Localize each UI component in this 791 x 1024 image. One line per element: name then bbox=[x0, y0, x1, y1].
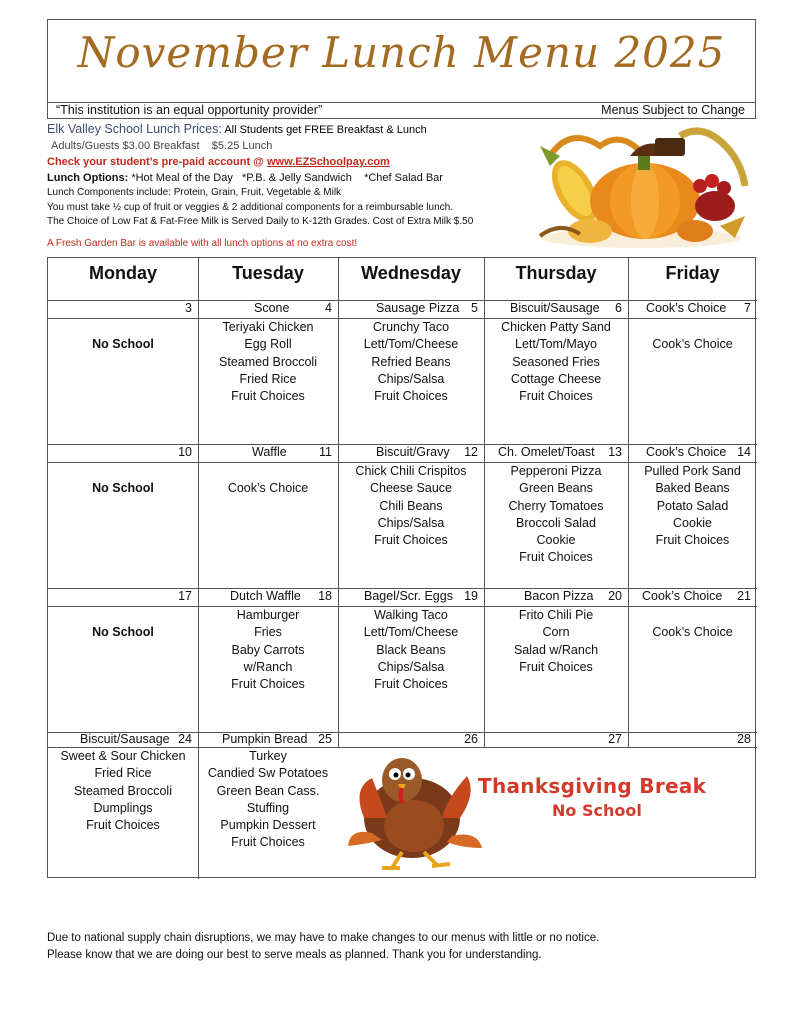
menu-item: Green Beans bbox=[519, 481, 593, 496]
breakfast-item: Ch. Omelet/Toast bbox=[498, 445, 595, 459]
date-cell bbox=[338, 444, 484, 461]
menu-cell-thursday bbox=[484, 319, 628, 405]
menu-item: Fruit Choices bbox=[519, 550, 593, 565]
menu-item: Fruit Choices bbox=[231, 835, 305, 850]
account-check-text: Check your student’s pre-paid account @ bbox=[47, 156, 264, 168]
menu-item: Frito Chili Pie bbox=[518, 608, 594, 622]
day-header-friday: Friday bbox=[665, 263, 720, 283]
breakfast-item: Biscuit/Sausage bbox=[80, 732, 170, 746]
menu-cell-thursday bbox=[484, 463, 628, 567]
menu-item: Candied Sw Potatoes bbox=[207, 766, 329, 781]
day-header-tuesday: Tuesday bbox=[232, 263, 304, 283]
menu-item: Hamburger bbox=[236, 608, 300, 622]
date-number: 28 bbox=[737, 732, 751, 746]
menu-item: Cook’s Choice bbox=[652, 625, 733, 639]
menu-item: Teriyaki Chicken bbox=[222, 320, 314, 334]
menu-cell-tuesday bbox=[198, 607, 338, 693]
menu-item: Refried Beans bbox=[371, 354, 451, 369]
date-cell bbox=[338, 588, 484, 605]
menu-item: Pumpkin Dessert bbox=[220, 818, 316, 833]
menu-cell-tuesday bbox=[198, 480, 338, 497]
date-cell bbox=[48, 444, 198, 461]
date-cell bbox=[198, 731, 338, 748]
menu-item: Stuffing bbox=[246, 800, 290, 815]
menu-item: Cheese Sauce bbox=[369, 481, 452, 496]
menu-item: Fruit Choices bbox=[231, 389, 305, 404]
date-number: 13 bbox=[608, 445, 622, 459]
account-check-line bbox=[47, 154, 527, 170]
day-header-thursday: Thursday bbox=[515, 263, 597, 283]
menu-item: Cook’s Choice bbox=[227, 481, 309, 495]
menu-item: Steamed Broccoli bbox=[219, 354, 317, 369]
date-number: 24 bbox=[178, 732, 192, 746]
date-cell bbox=[484, 300, 628, 317]
date-number: 27 bbox=[608, 732, 622, 746]
menu-item: Chili Beans bbox=[379, 498, 443, 513]
menu-item: Fruit Choices bbox=[374, 533, 448, 548]
breakfast-item: Waffle bbox=[252, 445, 287, 459]
date-number: 21 bbox=[737, 589, 751, 603]
breakfast-item: Biscuit/Sausage bbox=[510, 301, 600, 315]
menu-cell-friday bbox=[628, 336, 757, 353]
date-number: 5 bbox=[471, 301, 478, 315]
menu-item: Fruit Choices bbox=[374, 677, 448, 692]
date-number: 3 bbox=[185, 301, 192, 315]
menu-item: Pulled Pork Sand bbox=[644, 464, 741, 478]
date-number: 20 bbox=[608, 589, 622, 603]
menu-item: Fruit Choices bbox=[231, 677, 305, 692]
date-cell bbox=[628, 444, 757, 461]
menu-item: Fruit Choices bbox=[655, 533, 730, 548]
date-cell bbox=[628, 731, 757, 748]
menu-cell-friday bbox=[628, 463, 757, 549]
menu-item: Fries bbox=[254, 625, 282, 640]
menu-item: Fruit Choices bbox=[374, 389, 448, 404]
date-cell bbox=[198, 588, 338, 605]
subject-to-change-note: Menus Subject to Change bbox=[601, 103, 745, 117]
menu-item: Broccoli Salad bbox=[516, 515, 596, 530]
menu-item: Cherry Tomatoes bbox=[508, 498, 604, 513]
date-number: 4 bbox=[325, 301, 332, 315]
date-cell bbox=[48, 300, 198, 317]
day-header-wednesday: Wednesday bbox=[361, 263, 461, 283]
turkey-illustration bbox=[342, 748, 502, 873]
lunch-options-line bbox=[47, 170, 527, 186]
menu-item: Pepperoni Pizza bbox=[510, 464, 602, 478]
date-number: 18 bbox=[318, 589, 332, 603]
menu-cell-monday bbox=[48, 480, 198, 497]
breakfast-item: Sausage Pizza bbox=[376, 301, 460, 315]
menu-item: Fried Rice bbox=[94, 766, 152, 781]
menu-cell-wednesday bbox=[338, 607, 484, 693]
menu-item: Chick Chili Crispitos bbox=[355, 464, 467, 478]
menu-item: Chips/Salsa bbox=[377, 659, 445, 674]
thanksgiving-break-title: Thanksgiving Break bbox=[478, 774, 707, 798]
date-cell bbox=[338, 300, 484, 317]
menu-item: Seasoned Fries bbox=[512, 354, 600, 369]
menu-item: No School bbox=[92, 337, 154, 351]
breakfast-item: Pumpkin Bread bbox=[222, 732, 308, 746]
menu-item: Black Beans bbox=[376, 642, 446, 657]
free-meals-note: All Students get FREE Breakfast & Lunch bbox=[224, 124, 427, 136]
menu-cell-wednesday bbox=[338, 463, 484, 549]
date-number: 11 bbox=[319, 445, 332, 459]
menu-cell-wednesday bbox=[338, 319, 484, 405]
menu-item: Cottage Cheese bbox=[510, 371, 602, 386]
breakfast-item: Scone bbox=[254, 301, 290, 315]
date-number: 17 bbox=[178, 589, 192, 603]
footer-line-1: Due to national supply chain disruptions, we may have to make changes to our menus with little or no notice. bbox=[47, 932, 600, 944]
date-number: 6 bbox=[615, 301, 622, 315]
menu-item: Steamed Broccoli bbox=[74, 783, 172, 798]
adult-prices: Adults/Guests $3.00 Breakfast $5.25 Lunch bbox=[51, 140, 273, 152]
breakfast-item: Bagel/Scr. Eggs bbox=[364, 589, 453, 603]
menu-item: Green Bean Cass. bbox=[216, 783, 320, 798]
info-block bbox=[47, 121, 527, 252]
date-cell bbox=[628, 588, 757, 605]
menu-item: Chicken Patty Sand bbox=[501, 320, 611, 334]
menu-item: Lett/Tom/Mayo bbox=[515, 337, 597, 352]
menu-item: Crunchy Taco bbox=[372, 320, 450, 334]
menu-calendar bbox=[47, 257, 756, 878]
date-cell bbox=[484, 588, 628, 605]
date-cell bbox=[48, 731, 198, 748]
menu-item: Dumplings bbox=[93, 800, 153, 815]
menu-cell-monday bbox=[48, 336, 198, 353]
page-title: November Lunch Menu 2025 bbox=[77, 28, 726, 77]
menu-cell-tuesday bbox=[198, 319, 338, 405]
harvest-pumpkin-illustration bbox=[530, 126, 752, 252]
date-number: 14 bbox=[737, 445, 751, 459]
menu-item: Chips/Salsa bbox=[377, 371, 445, 386]
menu-item: Sweet & Sour Chicken bbox=[60, 749, 186, 763]
menu-cell-thursday bbox=[484, 607, 628, 676]
date-cell bbox=[484, 444, 628, 461]
date-cell bbox=[628, 300, 757, 317]
garden-bar-note: A Fresh Garden Bar is available with all lunch options at no extra cost! bbox=[47, 237, 358, 249]
date-cell bbox=[198, 300, 338, 317]
menu-item: Fruit Choices bbox=[519, 659, 593, 674]
header-box bbox=[47, 19, 756, 119]
reimbursable-rule: You must take ½ cup of fruit or veggies & 2 additional components for a reimbursable lunch. bbox=[47, 201, 453, 213]
date-number: 10 bbox=[178, 445, 192, 459]
menu-item: Fruit Choices bbox=[519, 389, 593, 404]
milk-note: The Choice of Low Fat & Fat-Free Milk is Served Daily to K-12th Grades. Cost of Extra Milk $.50 bbox=[47, 216, 474, 227]
date-cell bbox=[484, 731, 628, 748]
menu-item: Cook’s Choice bbox=[652, 337, 733, 351]
thanksgiving-no-school: No School bbox=[552, 801, 642, 820]
menu-item: Cookie bbox=[673, 515, 712, 530]
breakfast-item: Cook’s Choice bbox=[642, 589, 723, 603]
menu-cell-tuesday bbox=[198, 748, 338, 852]
date-cell bbox=[198, 444, 338, 461]
breakfast-item: Bacon Pizza bbox=[524, 589, 594, 603]
date-number: 19 bbox=[464, 589, 478, 603]
menu-item: No School bbox=[92, 481, 154, 495]
menu-cell-monday bbox=[48, 624, 198, 641]
menu-item: No School bbox=[92, 625, 154, 639]
menu-item: w/Ranch bbox=[243, 659, 293, 674]
lunch-components: Lunch Components include: Protein, Grain, Fruit, Vegetable & Milk bbox=[47, 187, 342, 198]
footer-line-2: Please know that we are doing our best to serve meals as planned. Thank you for understanding. bbox=[47, 949, 542, 961]
menu-item: Lett/Tom/Cheese bbox=[363, 625, 459, 640]
date-cell bbox=[48, 588, 198, 605]
menu-item: Walking Taco bbox=[374, 608, 448, 622]
lunch-options-text: *Hot Meal of the Day *P.B. & Jelly Sandwich *Chef Salad Bar bbox=[131, 172, 443, 184]
date-number: 25 bbox=[318, 732, 332, 746]
menu-item: Potato Salad bbox=[656, 498, 729, 513]
menu-item: Fried Rice bbox=[239, 371, 297, 386]
menu-item: Egg Roll bbox=[244, 337, 292, 352]
date-cell bbox=[338, 731, 484, 748]
menu-item: Chips/Salsa bbox=[377, 515, 445, 530]
menu-item: Fruit Choices bbox=[86, 818, 160, 833]
menu-item: Salad w/Ranch bbox=[513, 642, 599, 657]
date-number: 7 bbox=[744, 301, 751, 315]
menu-cell-monday bbox=[48, 748, 198, 834]
breakfast-item: Cook’s Choice bbox=[646, 301, 727, 315]
menu-item: Lett/Tom/Cheese bbox=[363, 337, 459, 352]
breakfast-item: Biscuit/Gravy bbox=[376, 445, 450, 459]
day-header-monday: Monday bbox=[88, 263, 157, 283]
equal-opportunity-statement: “This institution is an equal opportunity provider” bbox=[56, 103, 323, 117]
breakfast-item: Cook’s Choice bbox=[646, 445, 727, 459]
date-number: 26 bbox=[464, 732, 478, 746]
lunch-options-label: Lunch Options: bbox=[47, 172, 129, 184]
footer-note bbox=[47, 930, 747, 964]
date-number: 12 bbox=[464, 445, 478, 459]
breakfast-item: Dutch Waffle bbox=[230, 589, 301, 603]
menu-item: Baked Beans bbox=[655, 481, 730, 496]
prices-line bbox=[47, 121, 527, 138]
menu-cell-friday bbox=[628, 624, 757, 641]
prices-title: Elk Valley School Lunch Prices: bbox=[47, 122, 222, 136]
menu-item: Turkey bbox=[249, 749, 287, 763]
menu-item: Cookie bbox=[536, 533, 576, 548]
menu-item: Corn bbox=[542, 625, 570, 640]
ezschoolpay-link[interactable]: www.EZSchoolpay.com bbox=[266, 156, 390, 168]
menu-item: Baby Carrots bbox=[231, 642, 305, 657]
